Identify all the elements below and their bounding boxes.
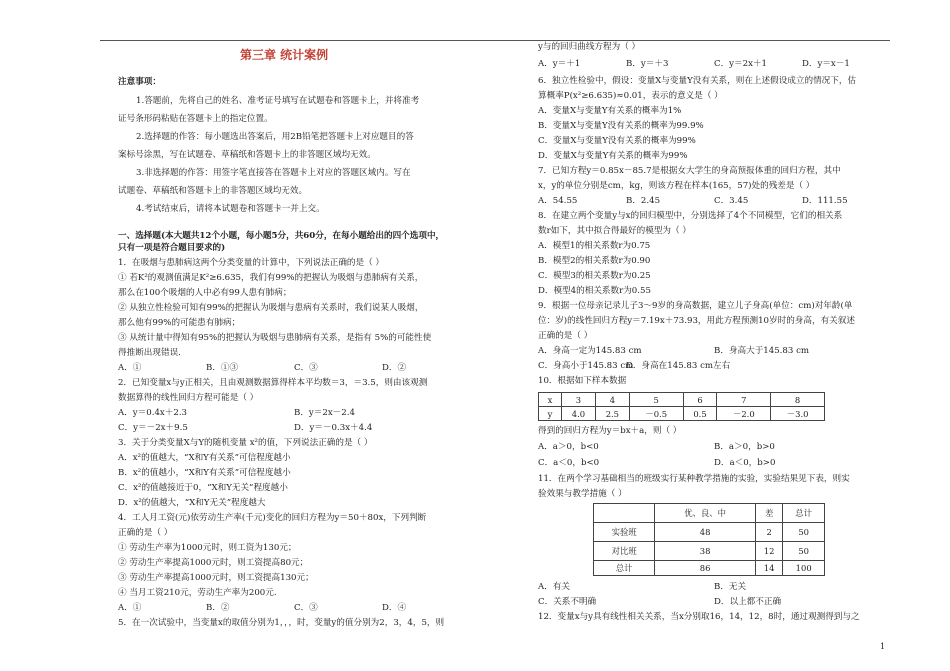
text-line: B．①③ [206,363,239,373]
text-line: 4.考试结束后，请将本试题卷和答题卡一并上交。 [136,204,325,214]
text-line: D．x²的值越大，“X和Y无关”程度越大 [118,498,266,508]
text-line: A．x²的值越大，“X和Y有关系”可信程度越小 [118,453,291,463]
text-line: D．身高在145.83 cm左右 [626,361,731,371]
text-line: 那么在100个吸烟的人中必有99人患有肺病； [118,288,292,298]
text-line: B．身高大于145.83 cm [714,346,810,356]
table-cell: 7 [717,393,771,407]
table-row [594,523,825,542]
table-cell: 实验班 [594,523,655,542]
table-cell: 2 [755,523,782,542]
text-line: ③ 劳动生产率提高1000元时，则工资提高130元； [118,573,314,583]
table-cell: 8 [771,393,825,407]
header-rule [100,40,890,41]
text-line: C．③ [294,363,318,373]
table-row [539,407,825,421]
table-row [594,542,825,561]
text-line: 注意事项： [118,77,161,87]
text-line: D．y＝－0.3x＋4.4 [294,423,373,433]
text-line: C．a＜0，b<0 [538,458,600,468]
table-cell: －0.5 [629,407,683,421]
table-header-cell: 总计 [783,504,825,523]
text-line: 2.选择题的作答：每小题选出答案后，用2B铅笔把答题卡上对应题目的答 [136,132,414,142]
text-line: B．② [206,603,230,613]
table-cell: 12 [755,542,782,561]
text-line: B．y＝2x－2.4 [294,408,355,418]
table-cell: 对比班 [594,542,655,561]
table-cell: －2.0 [717,407,771,421]
text-line: 1．在吸烟与患肺病这两个分类变量的计算中，下列说法正确的是（ ） [118,258,385,268]
table-cell: 4 [595,393,629,407]
text-line: 5．在一次试验中，当变量x的取值分别为1，，，时，变量y的值分别为2，3，4，5，则 [118,618,445,628]
text-line: C．关系不明确 [538,597,597,607]
table-header-cell: 差 [755,504,782,523]
text-line: 一、选择题(本大题共12个小题，每小题5分，共60分，在每小题给出的四个选项中， [118,231,445,241]
table-cell: 2.5 [595,407,629,421]
text-line: C．③ [294,603,318,613]
text-line: 12．变量x与y具有线性相关关系，当x分别取16，14，12，8时，通过观测得到与之 [538,612,860,622]
contingency-table [593,503,825,576]
table-header-cell [594,504,655,523]
text-line: C．y＝2x＋1 [714,59,767,69]
text-line: C．身高小于145.83 cm [538,361,634,371]
text-line: 数r如下，其中拟合得最好的模型为（ ） [538,226,691,236]
text-line: 证号条形码粘贴在答题卡上的指定位置。 [118,114,273,124]
table-cell: 100 [783,561,825,576]
text-line: ④ 当月工资210元，劳动生产率为200元. [118,588,277,598]
text-line: 正确的是（ ） [118,528,173,538]
table-cell: 48 [655,523,756,542]
text-line: A．a＞0，b<0 [538,442,599,452]
text-line: 7．已知方程y＝0.85x－85.7是根据女大学生的身高预报体重的回归方程，其中 [538,166,841,176]
text-line: D．变量X与变量Y有关系的概率为99% [538,151,688,161]
text-line: 4．工人月工资(元)依劳动生产率(千元)变化的回归方程为y＝50＋80x，下列判断 [118,513,427,523]
table-cell: y [539,407,562,421]
text-line: D．模型4的相关系数r为0.55 [538,286,651,296]
text-line: B．无关 [714,582,747,592]
text-line: y与的回归曲线方程为（ ） [538,42,641,52]
text-line: B．a＞0，b>0 [714,442,775,452]
table-row [594,561,825,576]
text-line: 3．关于分类变量X与Y的随机变量 x²的值，下列说法正确的是（ ） [118,438,373,448]
text-line: B．2.45 [626,196,661,206]
text-line: C．3.45 [714,196,749,206]
text-line: 11．在两个学习基础相当的班级实行某种教学措施的实验，实验结果见下表，则实 [538,474,850,484]
text-line: A．y＝0.4x＋2.3 [118,408,188,418]
text-line: D．② [382,363,407,373]
sample-data-table [538,392,825,421]
table-cell: 86 [655,561,756,576]
text-line: A．有关 [538,582,570,592]
text-line: A．变量X与变量Y有关系的概率为1% [538,106,682,116]
text-line: B．x²的值越小，“X和Y有关系”可信程度越小 [118,468,291,478]
text-line: 只有一项是符合题目要求的) [118,243,226,253]
text-line: D．以上都不正确 [714,597,782,607]
table-header-cell: 优、良、中 [655,504,756,523]
text-line: B．y＝＋3 [626,59,669,69]
text-line: C．变量X与变量Y没有关系的概率为99% [538,136,696,146]
text-line: 得推断出现错误． [118,348,187,358]
text-line: ② 劳动生产率提高1000元时，则工资提高80元； [118,558,309,568]
text-line: 得到的回归方程为y＝bx＋a，则（ ） [538,426,682,436]
text-line: 正确的是（ ） [538,331,593,341]
text-line: C．模型3的相关系数r为0.25 [538,271,651,281]
text-line: ③ 从统计量中得知有95%的把握认为吸烟与患肺病有关系，是指有 5%的可能性使 [118,333,432,343]
text-line: 3.非选择题的作答：用签字笔直接答在答题卡上对应的答题区域内。写在 [136,168,411,178]
table-cell: 38 [655,542,756,561]
text-line: 算概率P(x²≥6.635)≈0.01，表示的意义是（ ） [538,91,723,101]
text-line: A．① [118,363,142,373]
text-line: 那么他有99%的可能患有肺病； [118,318,241,328]
text-line: A．54.55 [538,196,578,206]
text-line: D．④ [382,603,407,613]
text-line: ① 若K²的观测值满足K²≥6.635，我们有99%的把握认为吸烟与患肺病有关系， [118,273,424,283]
text-line: 6．独立性检验中，假设：变量X与变量Y没有关系，则在上述假设成立的情况下，估 [538,76,857,86]
text-line: ① 劳动生产率为1000元时，则工资为130元； [118,543,297,553]
text-line: A．模型1的相关系数r为0.75 [538,241,651,251]
text-line: B．变量X与变量Y没有关系的概率为99.9% [538,121,704,131]
table-cell: 5 [629,393,683,407]
text-line: C．x²的值越接近于0，“X和Y无关”程度越小 [118,483,288,493]
text-line: 试题卷、草稿纸和答题卡上的非答题区域均无效。 [118,186,308,196]
table-cell: 50 [783,542,825,561]
text-line: 9．根据一位母亲记录儿子3～9岁的身高数据，建立儿子身高(单位：cm)对年龄(单 [538,301,853,311]
table-cell: x [539,393,562,407]
table-cell: 4.0 [562,407,596,421]
text-line: ② 从独立性检验可知有99%的把握认为吸烟与患病有关系时，我们说某人吸烟， [118,303,424,313]
text-line: 验效果与教学措施（ ） [538,489,627,499]
text-line: x，y的单位分别是cm，kg，则该方程在样本(165，57)处的残差是（ ） [538,181,815,191]
table-cell: －3.0 [771,407,825,421]
text-line: 数据算得的线性回归方程可能是（ ） [118,393,259,403]
text-line: 位：岁)的线性回归方程y＝7.19x＋73.93，用此方程预测10岁时的身高，有关叙述 [538,316,855,326]
page-number: 1 [880,642,886,651]
table-cell: 3 [562,393,596,407]
page-title: 第三章 统计案例 [240,48,329,62]
text-line: A．身高一定为145.83 cm [538,346,642,356]
text-line: 1.答题前，先将自己的姓名、准考证号填写在试题卷和答题卡上，并将准考 [136,96,420,106]
table-row [594,504,825,523]
text-line: D．y＝x－1 [802,59,850,69]
text-line: 案标号涂黑，写在试题卷、草稿纸和答题卡上的非答题区域均无效。 [118,150,376,160]
text-line: 2．已知变量x与y正相关，且由观测数据算得样本平均数＝3，＝3.5，则由该观测 [118,378,428,388]
table-row [539,393,825,407]
text-line: A．y＝＋1 [538,59,581,69]
table-cell: 14 [755,561,782,576]
table-cell: 0.5 [683,407,717,421]
text-line: A．① [118,603,142,613]
text-line: D．a＜0，b>0 [714,458,776,468]
text-line: 10．根据如下样本数据 [538,376,627,386]
table-cell: 总计 [594,561,655,576]
table-cell: 50 [783,523,825,542]
text-line: C．y＝－2x＋9.5 [118,423,188,433]
text-line: B．模型2的相关系数r为0.90 [538,256,651,266]
text-line: D．111.55 [802,196,848,206]
table-cell: 6 [683,393,717,407]
text-line: 8．在建立两个变量y与x的回归模型中，分别选择了4个不同模型，它们的相关系 [538,211,843,221]
